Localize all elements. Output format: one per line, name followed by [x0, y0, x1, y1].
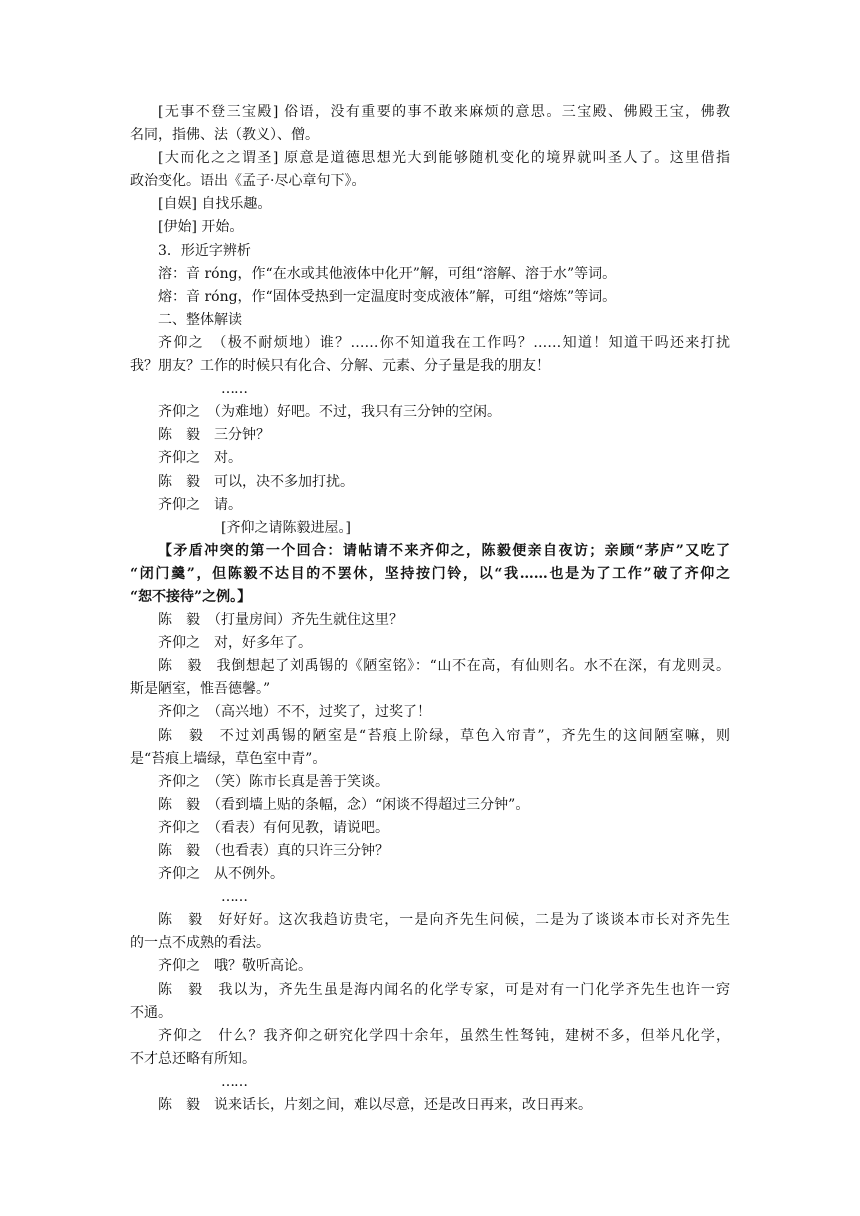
text-line: 陈 毅 好好好。这次我趋访贵宅，一是向齐先生问候，二是为了谈谈本市长对齐先生: [158, 912, 730, 929]
text-line: 齐仰之 （笑）陈市长真是善于笑谈。: [158, 773, 389, 790]
text-line: 熔：音 róng，作“固体受热到一定温度时变成液体”解，可组“熔炼”等词。: [158, 288, 617, 305]
text-line: 政治变化。语出《孟子·尽心章句下》。: [130, 173, 366, 190]
text-line: 陈 毅 说来话长，片刻之间，难以尽意，还是改日再来，改日再来。: [158, 1097, 592, 1114]
text-line: “恕不接待”之例。】: [130, 588, 252, 605]
text-line: [自娱] 自找乐趣。: [158, 196, 272, 213]
text-line: 不才总还略有所知。: [130, 1050, 256, 1067]
text-line: 陈 毅 （也看表）真的只许三分钟？: [158, 843, 389, 859]
text-line: 齐仰之 （为难地）好吧。不过，我只有三分钟的空闲。: [158, 404, 501, 421]
text-line: 陈 毅 不过刘禹锡的陋室是“苔痕上阶绿，草色入帘青”，齐先生的这间陋室嘛，则: [158, 727, 730, 744]
text-line: 二、整体解读: [158, 311, 242, 328]
text-line: 名同，指佛、法（教义）、僧。: [130, 127, 319, 144]
text-line: 3．形近字辨析: [158, 242, 251, 259]
text-line: 陈 毅 （看到墙上贴的条幅，念）“闲谈不得超过三分钟”。: [158, 796, 530, 813]
text-line: 齐仰之 请。: [158, 496, 242, 513]
text-line: 是“苔痕上墙绿，草色室中青”。: [130, 750, 327, 767]
text-line: 陈 毅 我以为，齐先生虽是海内闻名的化学专家，可是对有一门化学齐先生也许一窍: [158, 981, 730, 998]
text-line: [无事不登三宝殿] 俗语，没有重要的事不敢来麻烦的意思。三宝殿、佛殿王宝，佛教: [158, 104, 730, 120]
text-line: 齐仰之 对，好多年了。: [158, 635, 312, 652]
text-line: 陈 毅 三分钟？: [158, 427, 270, 444]
text-line: 不通。: [130, 1004, 172, 1021]
text-line: 陈 毅 可以，决不多加打扰。: [158, 473, 354, 490]
text-line: 我？朋友？工作的时候只有化合、分解、元素、分子量是我的朋友！: [130, 358, 550, 375]
text-line: 齐仰之 什么？我齐仰之研究化学四十余年，虽然生性驽钝，建树不多，但举凡化学，: [158, 1027, 730, 1044]
text-line: [伊始] 开始。: [158, 219, 244, 236]
document-body: [130, 101, 730, 1117]
text-line: 齐仰之 对。: [158, 450, 242, 467]
text-line: 齐仰之 （看表）有何见教，请说吧。: [158, 819, 389, 836]
text-line: 斯是陋室，惟吾德馨。”: [130, 681, 271, 698]
text-line: ……: [221, 889, 247, 906]
text-line: 齐仰之 （极不耐烦地）谁？……你不知道我在工作吗？……知道！知道干吗还来打扰: [158, 334, 730, 351]
text-line: 齐仰之 哦？敬听高论。: [158, 958, 312, 975]
text-line: 齐仰之 （高兴地）不不，过奖了，过奖了！: [158, 704, 431, 721]
text-line: 陈 毅 我倒想起了刘禹锡的《陋室铭》：“山不在高，有仙则名。水不在深，有龙则灵。: [158, 658, 730, 675]
text-line: 陈 毅 （打量房间）齐先生就住这里？: [158, 612, 403, 629]
text-line: [大而化之之谓圣] 原意是道德思想光大到能够随机变化的境界就叫圣人了。这里借指: [158, 150, 730, 167]
text-line: ……: [221, 381, 247, 398]
text-line: 【矛盾冲突的第一个回合：请帖请不来齐仰之，陈毅便亲自夜访；亲顾“茅庐”又吃了: [158, 542, 730, 559]
text-line: “闭门羹”，但陈毅不达目的不罢休，坚持按门铃，以“我……也是为了工作”破了齐仰之: [130, 565, 730, 582]
text-line: 溶：音 róng，作“在水或其他液体中化开”解，可组“溶解、溶于水”等词。: [158, 265, 617, 282]
text-line: 的一点不成熟的看法。: [130, 935, 270, 952]
text-line: ……: [221, 1073, 247, 1090]
text-line: [齐仰之请陈毅进屋。]: [221, 519, 351, 536]
text-line: 齐仰之 从不例外。: [158, 866, 284, 883]
